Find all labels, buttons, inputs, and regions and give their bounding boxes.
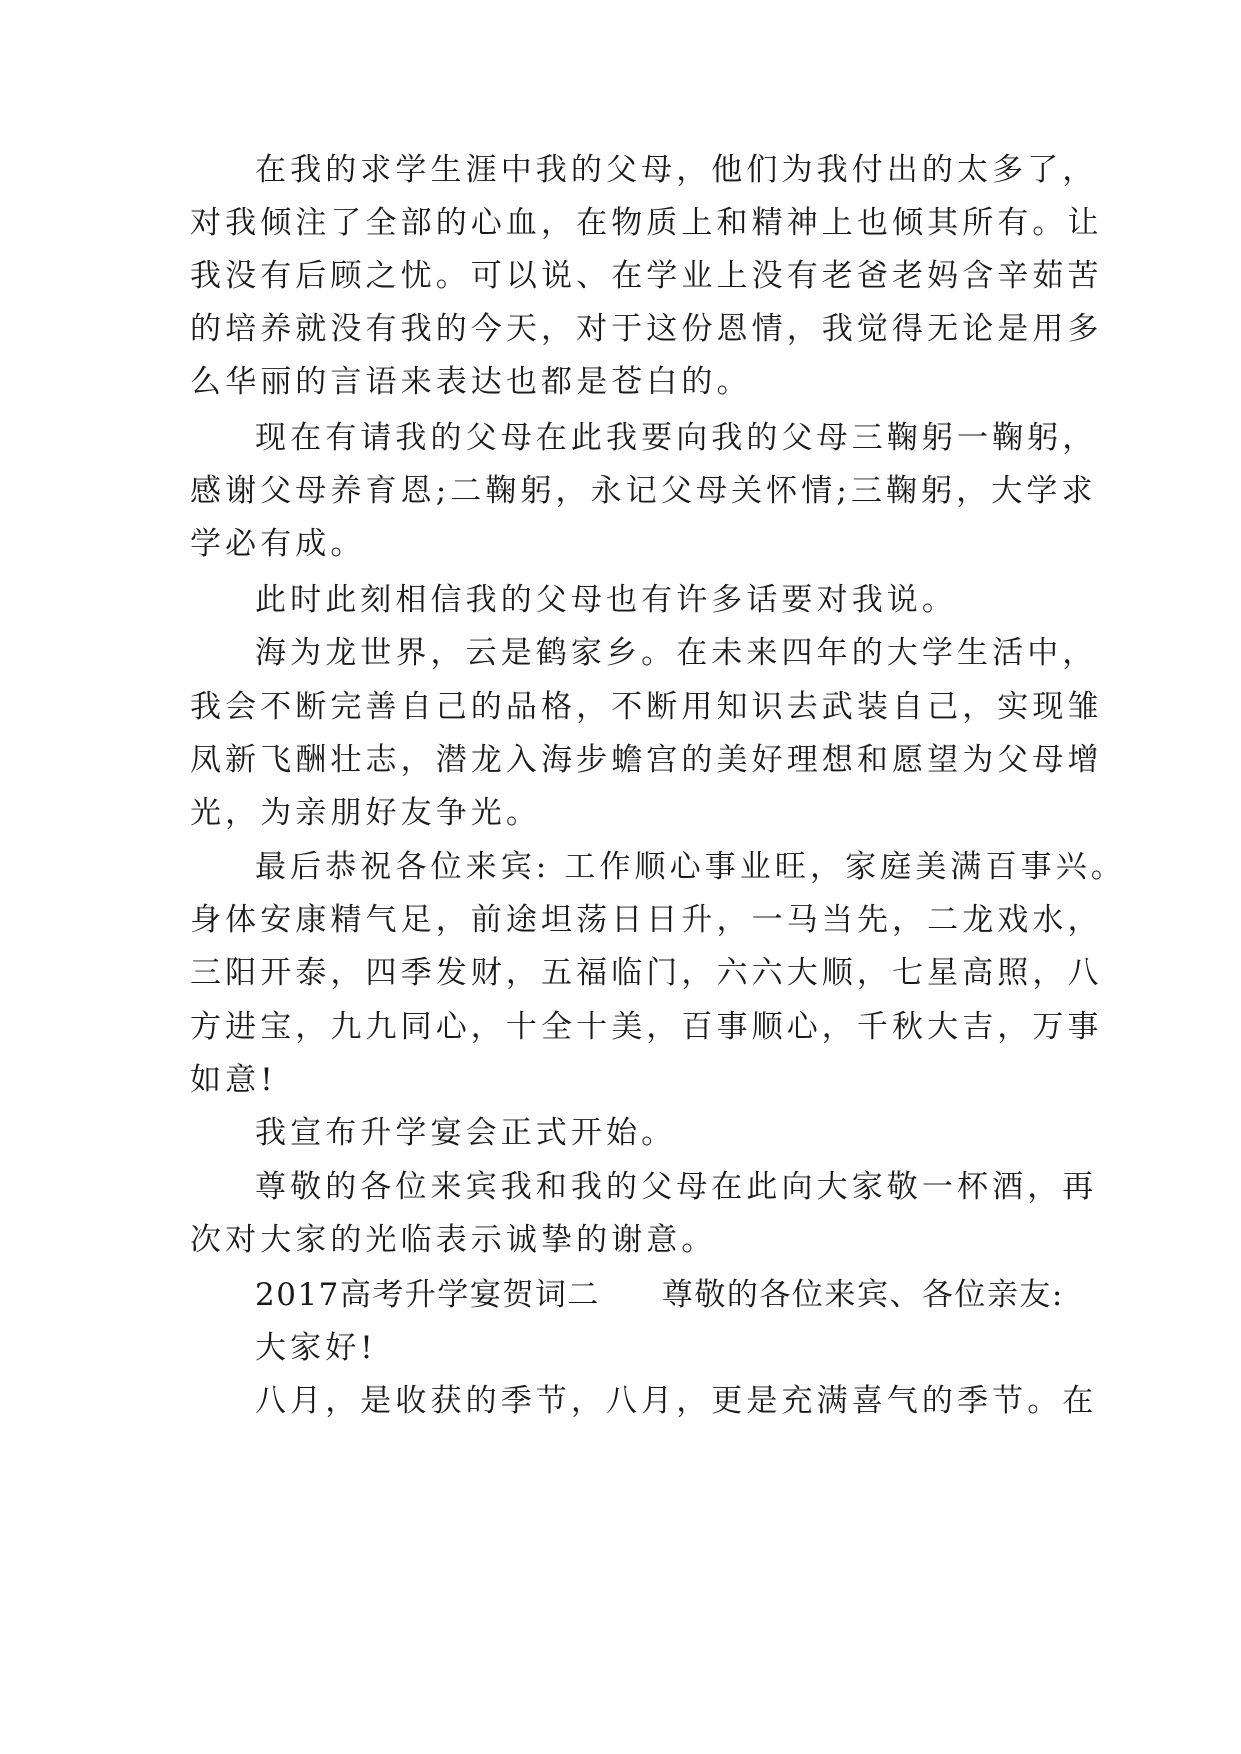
text-line: 现在有请我的父母在此我要向我的父母三鞠躬一鞠躬， xyxy=(255,420,1098,456)
text-line: 最后恭祝各位来宾: 工作顺心事业旺，家庭美满百事兴。 xyxy=(255,849,1126,885)
text-line: 如意! xyxy=(190,1062,277,1098)
text-line: 我宣布升学宴会正式开始。 xyxy=(255,1115,677,1151)
text-line: 次对大家的光临表示诚挚的谢意。 xyxy=(190,1222,717,1258)
text-line: 此时此刻相信我的父母也有许多话要对我说。 xyxy=(255,582,957,618)
text-line: 感谢父母养育恩;二鞠躬，永记父母关怀情;三鞠躬，大学求 xyxy=(190,473,1097,509)
text-line: 八月，是收获的季节，八月，更是充满喜气的季节。在 xyxy=(255,1383,1098,1419)
section-title: 2017高考升学宴贺词二 xyxy=(255,1277,600,1313)
text-line: 大家好! xyxy=(255,1330,377,1366)
text-line: 三阳开泰，四季发财，五福临门，六六大顺，七星高照，八 xyxy=(190,955,1103,991)
text-line: 在我的求学生涯中我的父母，他们为我付出的太多了， xyxy=(255,152,1098,188)
text-line: 凤新飞酬壮志，潜龙入海步蟾宫的美好理想和愿望为父母增 xyxy=(190,742,1103,778)
text-line: 对我倾注了全部的心血，在物质上和精神上也倾其所有。让 xyxy=(190,205,1103,241)
text-line: 学必有成。 xyxy=(190,526,366,562)
text-line: 么华丽的言语来表达也都是苍白的。 xyxy=(190,364,752,400)
text-line: 我没有后顾之忧。可以说、在学业上没有老爸老妈含辛茹苦 xyxy=(190,258,1103,294)
text-line: 身体安康精气足，前途坦荡日日升，一马当先，二龙戏水， xyxy=(190,902,1103,938)
text-line: 方进宝，九九同心，十全十美，百事顺心，千秋大吉，万事 xyxy=(190,1009,1103,1045)
text-line: 的培养就没有我的今天，对于这份恩情，我觉得无论是用多 xyxy=(190,311,1103,347)
text-line: 尊敬的各位来宾我和我的父母在此向大家敬一杯酒，再 xyxy=(255,1169,1098,1205)
salutation: 尊敬的各位来宾、各位亲友: xyxy=(661,1277,1064,1313)
text-line: 我会不断完善自己的品格，不断用知识去武装自己，实现雏 xyxy=(190,689,1103,725)
text-line: 光，为亲朋好友争光。 xyxy=(190,795,541,831)
text-line: 海为龙世界，云是鹤家乡。在未来四年的大学生活中， xyxy=(255,635,1098,671)
heading-line xyxy=(255,1275,1070,1315)
